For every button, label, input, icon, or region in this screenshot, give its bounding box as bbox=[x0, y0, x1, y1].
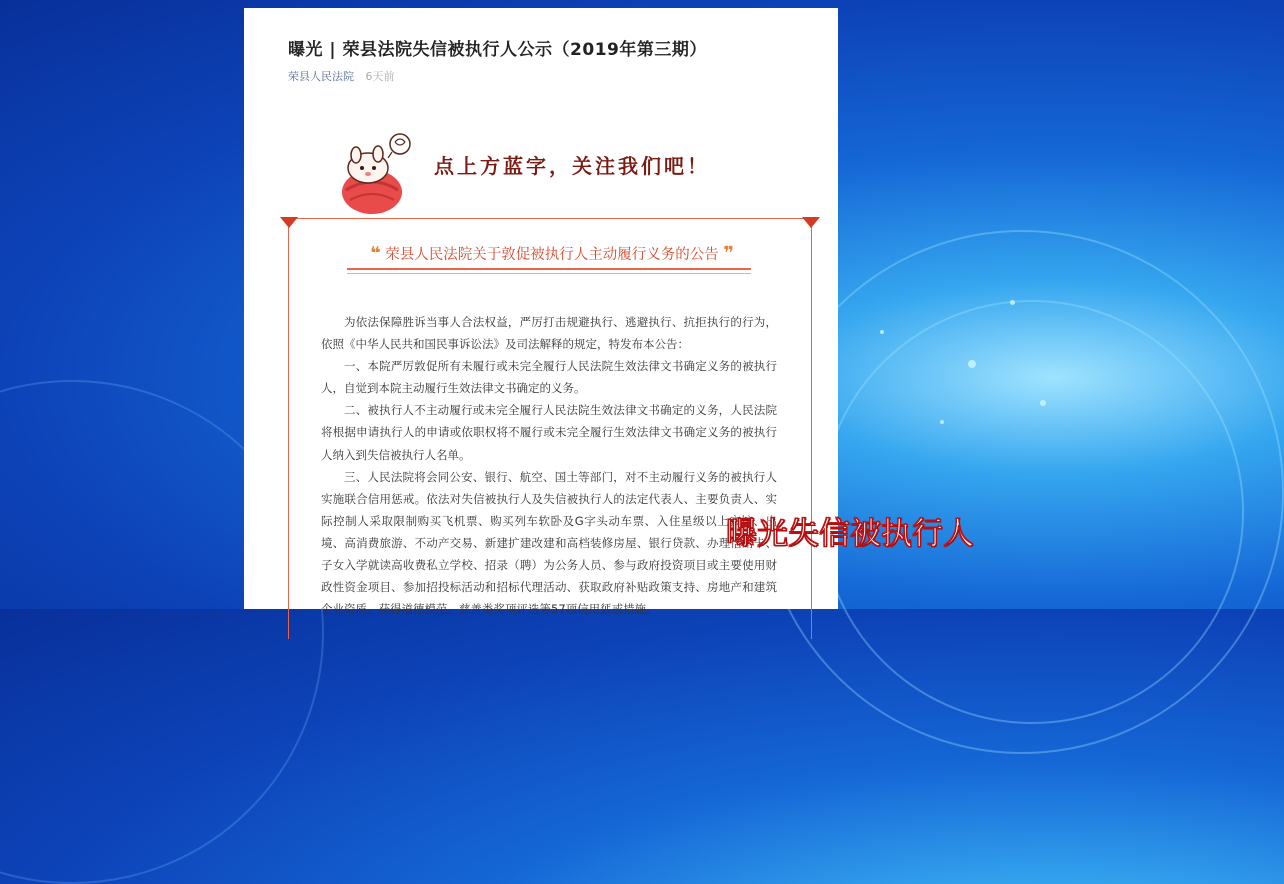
notice-title-row bbox=[347, 243, 757, 264]
article-meta bbox=[288, 68, 395, 84]
corner-triangle-right bbox=[802, 217, 820, 228]
notice-paragraph: 为依法保障胜诉当事人合法权益，严厉打击规避执行、逃避执行、抗拒执行的行为，依照《中华人民共和国民事诉讼法》及司法解释的规定，特发布本公告： bbox=[321, 315, 777, 352]
background-dot bbox=[1010, 300, 1015, 305]
notice-paragraph: 一、本院严厉敦促所有未履行或未完全履行人民法院生效法律文书确定义务的被执行人，自觉到本院主动履行生效法律文书确定的义务。 bbox=[321, 359, 777, 396]
mascot-illustration bbox=[332, 130, 418, 216]
follow-prompt: 点上方蓝字，关注我们吧！ bbox=[434, 154, 710, 178]
background-dot bbox=[968, 360, 976, 368]
notice-paragraph: 三、人民法院将会同公安、银行、航空、国土等部门，对不主动履行义务的被执行人实施联合信用惩戒。依法对失信被执行人及失信被执行人的法定代表人、主要负责人、实际控制人采取限制购买飞机票、购买列车软卧及G字头动车票、入住星级以上宾馆、出境、高消费旅游、不动产交易、新建扩建改建和高档装修房屋、银行贷款、办理信用卡、子女入学就读高收费私立学校、招录（聘）为公务人员、参与政府投资项目或主要使用财政性资金项目、参加招投标活动和招标代理活动、获取政府补贴政策支持、房地产和建筑企业资质、获得道德模范、慈善类奖项评选等57项信用惩戒措施。 bbox=[321, 469, 777, 617]
notice-frame bbox=[288, 218, 812, 639]
notice-paragraph: 二、被执行人不主动履行或未完全履行人民法院生效法律文书确定的义务，人民法院将根据申请执行人的申请或依职权将不履行或未完全履行生效法律文书确定义务的被执行人纳入到失信被执行人名单。 bbox=[321, 403, 777, 462]
title-underline-thin bbox=[347, 273, 751, 274]
open-quote-icon: ❝ bbox=[370, 243, 381, 264]
background-dot bbox=[1040, 400, 1046, 406]
notice-body bbox=[321, 311, 777, 620]
background-dot bbox=[880, 330, 884, 334]
article-title: 曝光 | 荣县法院失信被执行人公示（2019年第三期） bbox=[288, 40, 707, 60]
background-dot bbox=[940, 420, 944, 424]
article-time: 6天前 bbox=[365, 70, 395, 83]
article-author-link[interactable]: 荣县人民法院 bbox=[288, 70, 354, 83]
overlay-caption: 曝光失信被执行人 bbox=[726, 516, 974, 552]
title-underline bbox=[347, 268, 751, 270]
notice-title: 荣县人民法院关于敦促被执行人主动履行义务的公告 bbox=[385, 247, 719, 263]
close-quote-icon: ❞ bbox=[723, 243, 734, 264]
corner-triangle-left bbox=[280, 217, 298, 228]
